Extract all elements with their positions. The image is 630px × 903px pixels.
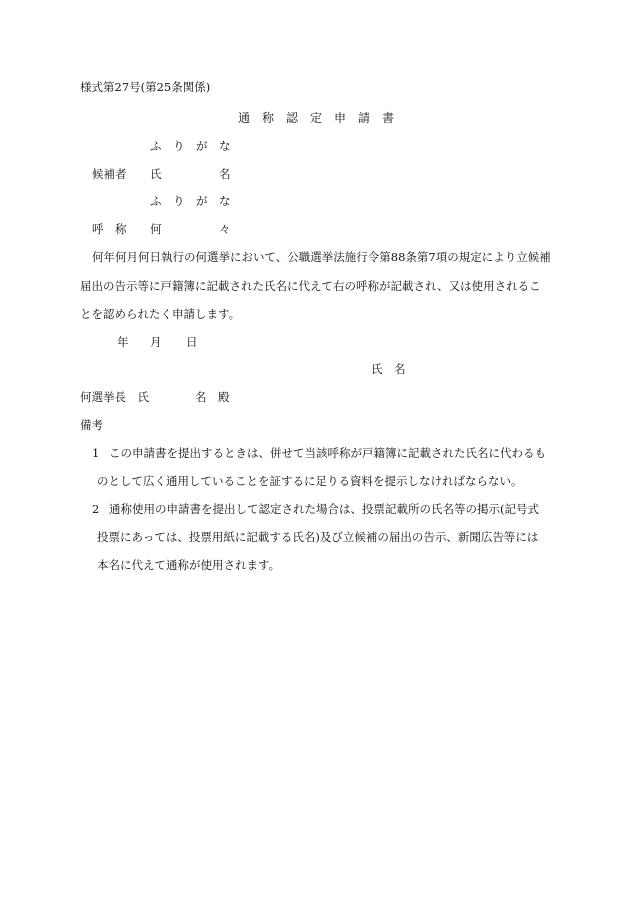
candidate-label: 候補者 <box>92 167 127 181</box>
addressee-suffix: 名 殿 <box>195 390 230 404</box>
date-month: 月 <box>150 335 162 349</box>
note-1-number: 1 <box>92 446 100 460</box>
applicant-name-label: 氏 名 <box>371 362 406 376</box>
furigana-label-alias: ふ り が な <box>150 194 231 208</box>
document-title: 通 称 認 定 申 請 書 <box>238 111 395 125</box>
note-2-line-1: 通称使用の申請書を提出して認定された場合は、投票記載所の氏名等の掲示(記号式 <box>109 502 539 516</box>
note-1-line-1: この申請書を提出するときは、併せて当該呼称が戸籍簿に記載された氏名に代わるも <box>109 446 546 460</box>
notes-heading: 備考 <box>80 418 103 432</box>
date-year: 年 <box>117 335 129 349</box>
form-number: 様式第27号(第25条関係) <box>80 80 211 94</box>
body-line-1: 何年何月何日執行の何選挙において、公職選挙法施行令第88条第7項の規定により立候補 <box>92 250 551 264</box>
note-2-line-2: 投票にあっては、投票用紙に記載する氏名)及び立候補の届出の告示、新聞広告等には <box>97 530 539 544</box>
note-2-number: 2 <box>92 502 100 516</box>
alias-label: 呼 称 <box>92 222 127 236</box>
body-line-2: 届出の告示等に戸籍簿に記載された氏名に代えて右の呼称が記載され、又は使用されるこ <box>80 279 541 293</box>
date-day: 日 <box>186 335 198 349</box>
name-label-left: 氏 <box>150 167 162 181</box>
note-2-line-3: 本名に代えて通称が使用されます。 <box>97 558 281 572</box>
body-line-3: とを認められたく申請します。 <box>80 307 241 321</box>
note-1-line-2: のとして広く通用していることを証するに足りる資料を提示しなければならない。 <box>97 474 523 488</box>
name-label-right: 名 <box>219 167 231 181</box>
addressee-office: 何選挙長 氏 <box>80 390 149 404</box>
alias-label-right: 々 <box>219 222 231 236</box>
alias-label-left: 何 <box>150 222 162 236</box>
furigana-label-name: ふ り が な <box>150 139 231 153</box>
